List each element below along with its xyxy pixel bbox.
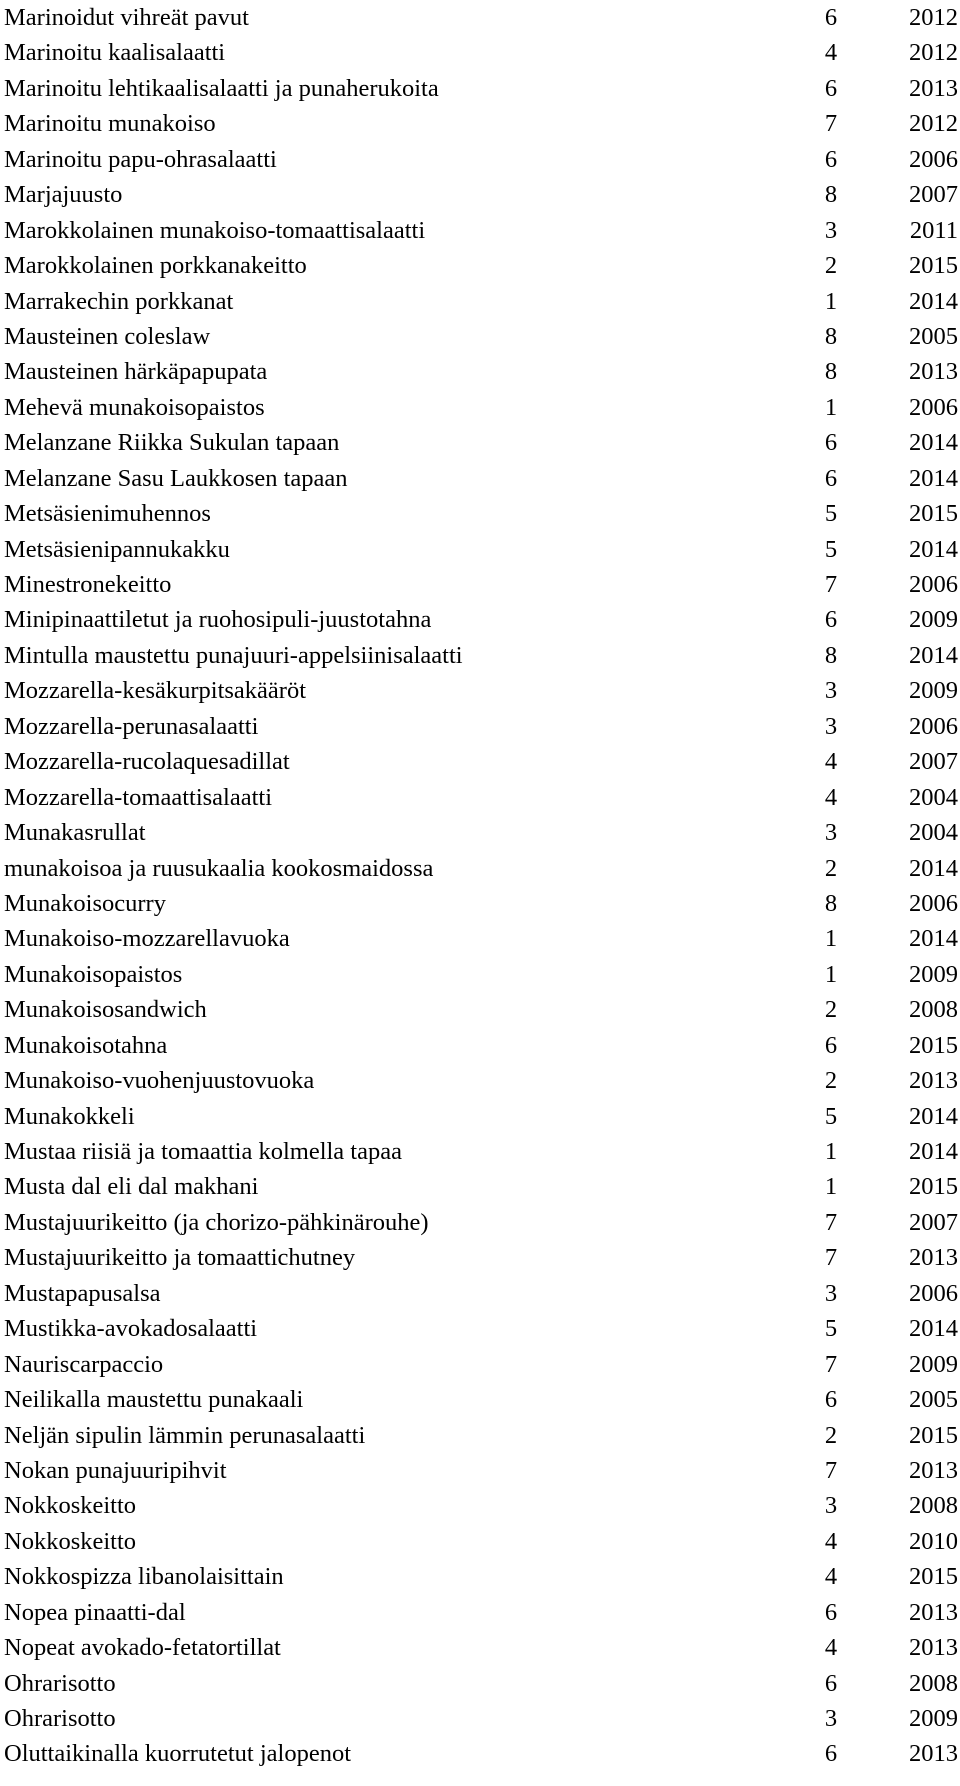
recipe-name: Munakoiso-vuohenjuustovuoka: [4, 1067, 315, 1095]
recipe-issue-number: 1: [824, 1138, 838, 1165]
recipe-year: 2009: [909, 960, 958, 988]
list-item: [0, 425, 960, 460]
recipe-name: Nokkoskeitto: [4, 1527, 137, 1555]
recipe-year: 2006: [909, 889, 958, 917]
recipe-year: 2013: [909, 1740, 958, 1768]
recipe-year: 2006: [909, 1279, 958, 1307]
list-item: [0, 1382, 960, 1417]
recipe-issue-number: 3: [824, 1492, 838, 1520]
list-item: [0, 461, 960, 496]
list-item: [0, 638, 960, 673]
list-item: [0, 532, 960, 567]
list-item: [0, 1134, 960, 1169]
list-item: [0, 1276, 960, 1311]
recipe-year: 2006: [909, 712, 958, 740]
recipe-issue-number: 6: [824, 464, 838, 492]
recipe-year: 2006: [909, 571, 958, 598]
recipe-name: Ohrarisotto: [4, 1705, 116, 1732]
list-item: [0, 992, 960, 1027]
recipe-issue-number: 4: [824, 1563, 838, 1591]
list-item: [0, 1666, 960, 1701]
recipe-year: 2014: [909, 1138, 958, 1165]
list-item: [0, 35, 960, 70]
recipe-year: 2015: [909, 500, 958, 528]
recipe-name: Mozzarella-rucolaquesadillat: [4, 748, 290, 776]
recipe-name: Nokan punajuuripihvit: [4, 1456, 227, 1484]
recipe-year: 2015: [909, 1031, 958, 1059]
recipe-issue-number: 6: [824, 1669, 838, 1697]
recipe-year: 2004: [909, 783, 958, 811]
recipe-issue-number: 5: [824, 535, 838, 563]
recipe-issue-number: 2: [824, 1067, 838, 1095]
recipe-name: Mustaa riisiä ja tomaattia kolmella tapaa: [4, 1138, 402, 1165]
list-item: [0, 1418, 960, 1453]
recipe-issue-number: 1: [824, 960, 838, 988]
recipe-name: Musta dal eli dal makhani: [4, 1173, 259, 1201]
list-item: [0, 142, 960, 177]
list-item: [0, 567, 960, 602]
recipe-issue-number: 8: [824, 641, 838, 669]
list-item: [0, 177, 960, 212]
recipe-year: 2009: [909, 677, 958, 705]
list-item: [0, 284, 960, 319]
recipe-year: 2006: [909, 145, 958, 173]
recipe-issue-number: 1: [824, 393, 838, 421]
recipe-year: 2013: [909, 1456, 958, 1484]
recipe-name: Mustajuurikeitto (ja chorizo-pähkinärouhe): [4, 1208, 429, 1236]
recipe-year: 2014: [909, 854, 958, 882]
recipe-year: 2014: [909, 429, 958, 457]
list-item: [0, 1205, 960, 1240]
list-item: [0, 602, 960, 637]
recipe-name: Munakoisotahna: [4, 1031, 168, 1059]
list-item: [0, 390, 960, 425]
recipe-year: 2014: [909, 535, 958, 563]
recipe-year: 2006: [909, 393, 958, 421]
recipe-issue-number: 8: [824, 322, 838, 350]
recipe-year: 2012: [909, 110, 958, 138]
recipe-issue-number: 2: [824, 252, 838, 280]
recipe-issue-number: 3: [824, 677, 838, 705]
recipe-year: 2013: [909, 358, 958, 386]
recipe-issue-number: 6: [824, 145, 838, 173]
recipe-year: 2009: [909, 606, 958, 634]
recipe-issue-number: 7: [824, 110, 838, 138]
recipe-name: Marinoitu lehtikaalisalaatti ja punaherukoita: [4, 74, 439, 102]
recipe-year: 2013: [909, 1244, 958, 1272]
recipe-name: Munakoisocurry: [4, 889, 166, 917]
list-item: [0, 1311, 960, 1346]
recipe-name: Munakoisopaistos: [4, 960, 183, 988]
recipe-name: Minestronekeitto: [4, 571, 172, 598]
recipe-issue-number: 2: [824, 996, 838, 1024]
list-item: [0, 213, 960, 248]
recipe-year: 2015: [909, 1563, 958, 1591]
recipe-year: 2014: [909, 464, 958, 492]
recipe-issue-number: 3: [824, 819, 838, 847]
recipe-name: Munakoisosandwich: [4, 996, 207, 1024]
recipe-name: Nokkospizza libanolaisittain: [4, 1563, 284, 1591]
list-item: [0, 1595, 960, 1630]
list-item: [0, 1240, 960, 1275]
list-item: [0, 851, 960, 886]
recipe-issue-number: 3: [824, 712, 838, 740]
recipe-name: Neljän sipulin lämmin perunasalaatti: [4, 1421, 366, 1449]
recipe-name: Marokkolainen porkkanakeitto: [4, 252, 307, 280]
list-item: [0, 709, 960, 744]
recipe-year: 2013: [909, 1634, 958, 1662]
recipe-name: Nauriscarpaccio: [4, 1350, 164, 1378]
recipe-year: 2015: [909, 1421, 958, 1449]
recipe-issue-number: 8: [824, 358, 838, 386]
recipe-name: Mustajuurikeitto ja tomaattichutney: [4, 1244, 356, 1272]
list-item: [0, 1524, 960, 1559]
recipe-name: Mintulla maustettu punajuuri-appelsiinisalaatti: [4, 641, 463, 669]
list-item: [0, 0, 960, 35]
recipe-name: Munakoiso-mozzarellavuoka: [4, 925, 290, 953]
list-item: [0, 1347, 960, 1382]
recipe-name: Munakokkeli: [4, 1102, 135, 1130]
list-item: [0, 957, 960, 992]
recipe-year: 2004: [909, 819, 958, 847]
recipe-year: 2011: [909, 216, 958, 244]
recipe-issue-number: 3: [824, 216, 838, 244]
recipe-name: Mausteinen coleslaw: [4, 322, 211, 350]
recipe-name: Metsäsienimuhennos: [4, 500, 211, 528]
recipe-name: Melanzane Sasu Laukkosen tapaan: [4, 464, 348, 492]
recipe-year: 2014: [909, 1102, 958, 1130]
list-item: [0, 815, 960, 850]
recipe-name: Marinoitu papu-ohrasalaatti: [4, 145, 277, 173]
recipe-issue-number: 7: [824, 1208, 838, 1236]
list-item: [0, 496, 960, 531]
recipe-issue-number: 7: [824, 1456, 838, 1484]
recipe-name: Marinoidut vihreät pavut: [4, 4, 249, 31]
list-item: [0, 1736, 960, 1771]
list-item: [0, 248, 960, 283]
recipe-name: munakoisoa ja ruusukaalia kookosmaidossa: [4, 854, 434, 882]
recipe-year: 2005: [909, 322, 958, 350]
recipe-issue-number: 6: [824, 4, 838, 31]
recipe-issue-number: 4: [824, 783, 838, 811]
recipe-issue-number: 4: [824, 1634, 838, 1662]
recipe-year: 2008: [909, 1492, 958, 1520]
recipe-name: Nopeat avokado-fetatortillat: [4, 1634, 281, 1662]
recipe-name: Marjajuusto: [4, 181, 123, 209]
list-item: [0, 1453, 960, 1488]
recipe-year: 2008: [909, 1669, 958, 1697]
recipe-year: 2015: [909, 252, 958, 280]
recipe-issue-number: 7: [824, 1350, 838, 1378]
recipe-issue-number: 6: [824, 1031, 838, 1059]
recipe-name: Marinoitu kaalisalaatti: [4, 39, 226, 67]
recipe-name: Metsäsienipannukakku: [4, 535, 230, 563]
recipe-year: 2007: [909, 1208, 958, 1236]
recipe-year: 2010: [909, 1527, 958, 1555]
recipe-name: Marokkolainen munakoiso-tomaattisalaatti: [4, 216, 426, 244]
list-item: [0, 1488, 960, 1523]
recipe-issue-number: 6: [824, 606, 838, 634]
list-item: [0, 1063, 960, 1098]
recipe-issue-number: 6: [824, 1740, 838, 1768]
recipe-year: 2009: [909, 1705, 958, 1732]
list-item: [0, 106, 960, 141]
recipe-name: Neilikalla maustettu punakaali: [4, 1386, 304, 1414]
recipe-year: 2012: [909, 4, 958, 31]
recipe-issue-number: 6: [824, 429, 838, 457]
recipe-year: 2014: [909, 925, 958, 953]
list-item: [0, 1028, 960, 1063]
recipe-issue-number: 8: [824, 889, 838, 917]
recipe-issue-number: 3: [824, 1705, 838, 1732]
recipe-issue-number: 5: [824, 1102, 838, 1130]
list-item: [0, 1701, 960, 1736]
recipe-name: Melanzane Riikka Sukulan tapaan: [4, 429, 340, 457]
recipe-issue-number: 8: [824, 181, 838, 209]
recipe-name: Oluttaikinalla kuorrutetut jalopenot: [4, 1740, 351, 1768]
recipe-year: 2013: [909, 1598, 958, 1626]
recipe-issue-number: 6: [824, 74, 838, 102]
recipe-year: 2012: [909, 39, 958, 67]
recipe-name: Marinoitu munakoiso: [4, 110, 216, 138]
recipe-issue-number: 1: [824, 287, 838, 315]
recipe-year: 2009: [909, 1350, 958, 1378]
recipe-issue-number: 1: [824, 925, 838, 953]
recipe-name: Minipinaattiletut ja ruohosipuli-juustotahna: [4, 606, 432, 634]
recipe-year: 2007: [909, 181, 958, 209]
recipe-name: Mausteinen härkäpapupata: [4, 358, 268, 386]
recipe-name: Mozzarella-kesäkurpitsakääröt: [4, 677, 307, 705]
list-item: [0, 319, 960, 354]
recipe-name: Nokkoskeitto: [4, 1492, 137, 1520]
recipe-issue-number: 7: [824, 1244, 838, 1272]
recipe-issue-number: 4: [824, 1527, 838, 1555]
recipe-issue-number: 5: [824, 500, 838, 528]
recipe-year: 2015: [909, 1173, 958, 1201]
list-item: [0, 1630, 960, 1665]
recipe-issue-number: 2: [824, 854, 838, 882]
list-item: [0, 354, 960, 389]
recipe-year: 2007: [909, 748, 958, 776]
recipe-name: Mustapapusalsa: [4, 1279, 161, 1307]
recipe-issue-number: 2: [824, 1421, 838, 1449]
recipe-name: Mustikka-avokadosalaatti: [4, 1315, 258, 1343]
recipe-name: Marrakechin porkkanat: [4, 287, 234, 315]
recipe-year: 2014: [909, 641, 958, 669]
recipe-name: Nopea pinaatti-dal: [4, 1598, 186, 1626]
recipe-issue-number: 5: [824, 1315, 838, 1343]
recipe-year: 2008: [909, 996, 958, 1024]
recipe-issue-number: 4: [824, 748, 838, 776]
recipe-issue-number: 6: [824, 1386, 838, 1414]
recipe-issue-number: 4: [824, 39, 838, 67]
list-item: [0, 744, 960, 779]
list-item: [0, 1099, 960, 1134]
recipe-issue-number: 6: [824, 1598, 838, 1626]
recipe-issue-number: 3: [824, 1279, 838, 1307]
recipe-year: 2013: [909, 1067, 958, 1095]
recipe-year: 2014: [909, 287, 958, 315]
list-item: [0, 673, 960, 708]
list-item: [0, 1559, 960, 1594]
list-item: [0, 921, 960, 956]
recipe-issue-number: 1: [824, 1173, 838, 1201]
recipe-name: Mozzarella-perunasalaatti: [4, 712, 259, 740]
recipe-year: 2005: [909, 1386, 958, 1414]
recipe-name: Munakasrullat: [4, 819, 146, 847]
recipe-name: Mozzarella-tomaattisalaatti: [4, 783, 273, 811]
list-item: [0, 780, 960, 815]
list-item: [0, 71, 960, 106]
list-item: [0, 886, 960, 921]
recipe-name: Ohrarisotto: [4, 1669, 116, 1697]
recipe-year: 2014: [909, 1315, 958, 1343]
recipe-issue-number: 7: [824, 571, 838, 598]
list-item: [0, 1169, 960, 1204]
recipe-year: 2013: [909, 74, 958, 102]
recipe-name: Mehevä munakoisopaistos: [4, 393, 265, 421]
